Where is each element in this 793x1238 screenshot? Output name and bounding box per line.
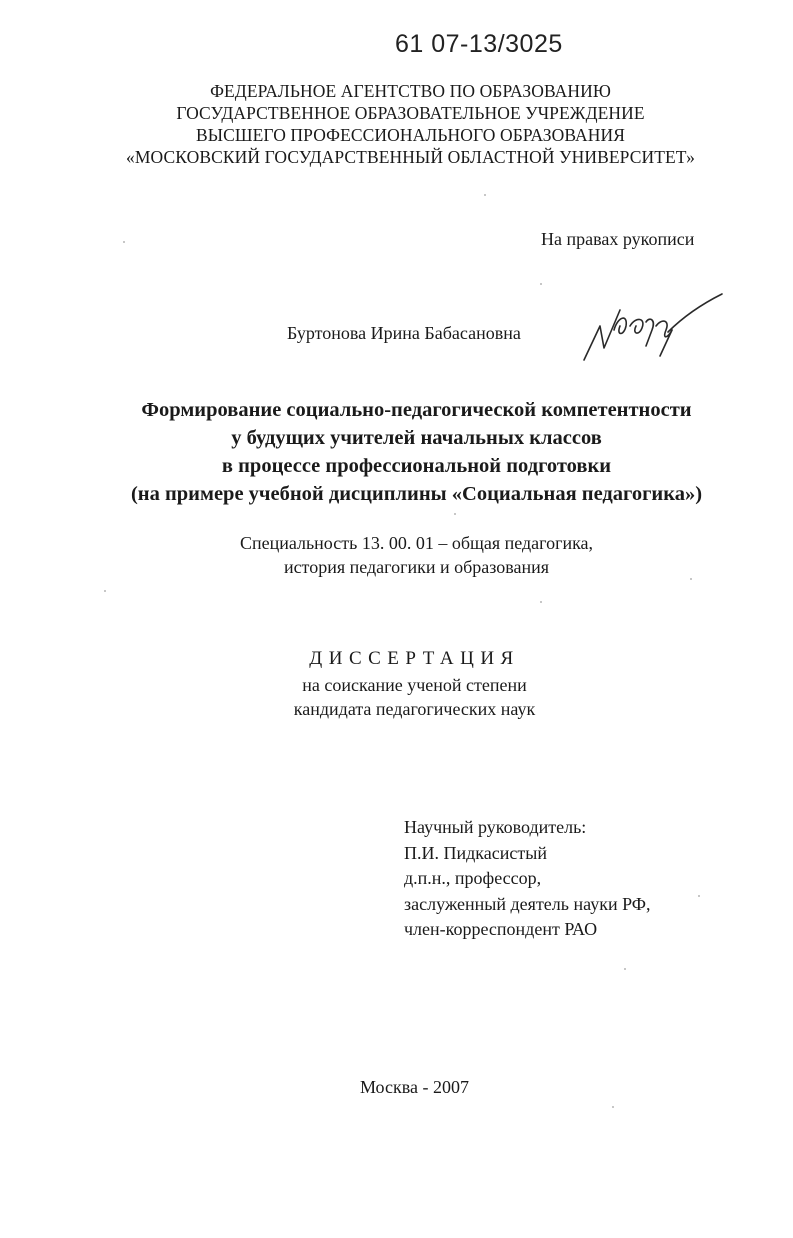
scan-speck [690, 578, 692, 580]
scan-speck [624, 968, 626, 970]
dissertation-heading: ДИССЕРТАЦИЯ [309, 648, 520, 669]
scan-speck [540, 601, 542, 603]
title-line-2: у будущих учителей начальных классов [231, 427, 602, 449]
degree-line-2: кандидата педагогических наук [293, 699, 536, 719]
organization-line-4: «МОСКОВСКИЙ ГОСУДАРСТВЕННЫЙ ОБЛАСТНОЙ УНИВЕРСИТЕТ» [126, 147, 695, 167]
organization-line-3: ВЫСШЕГО ПРОФЕССИОНАЛЬНОГО ОБРАЗОВАНИЯ [195, 125, 626, 145]
supervisor-label: Научный руководитель: [404, 817, 587, 837]
manuscript-rights-note: На правах рукописи [541, 229, 695, 249]
organization-line-1: ФЕДЕРАЛЬНОЕ АГЕНТСТВО ПО ОБРАЗОВАНИЮ [210, 81, 611, 101]
supervisor-block [404, 815, 651, 943]
title-line-4: (на примере учебной дисциплины «Социальная педагогика») [130, 483, 703, 505]
dissertation-title [20, 396, 793, 508]
title-line-1: Формирование социально-педагогической компетентности [141, 399, 692, 421]
degree-info [18, 673, 793, 721]
organization-line-2: ГОСУДАРСТВЕННОЕ ОБРАЗОВАТЕЛЬНОЕ УЧРЕЖДЕНИЕ [176, 103, 645, 123]
handwritten-signature [576, 286, 726, 366]
degree-line-1: на соискание ученой степени [302, 675, 527, 695]
scan-speck [104, 590, 106, 592]
scan-speck [484, 194, 486, 196]
supervisor-degree: д.п.н., профессор, [404, 868, 542, 888]
scan-speck [454, 513, 456, 515]
specialty-line-2: история педагогики и образования [283, 557, 550, 577]
supervisor-name: П.И. Пидкасистый [404, 842, 547, 863]
supervisor-honor: заслуженный деятель науки РФ, [404, 893, 651, 914]
city-and-year: Москва - 2007 [360, 1077, 469, 1097]
specialty-info [20, 531, 793, 579]
archive-stamp-number: 61 07-13/3025 [395, 30, 563, 58]
supervisor-membership: член-корреспондент РАО [404, 919, 598, 939]
scan-speck [123, 241, 125, 243]
author-name: Буртонова Ирина Бабасановна [287, 323, 521, 343]
title-line-3: в процессе профессиональной подготовки [221, 455, 612, 477]
scan-speck [540, 283, 542, 285]
scan-speck [698, 895, 700, 897]
organization-header [14, 80, 793, 168]
scan-speck [612, 1106, 614, 1108]
specialty-line-1: Специальность 13. 00. 01 – общая педагогика, [239, 533, 594, 553]
